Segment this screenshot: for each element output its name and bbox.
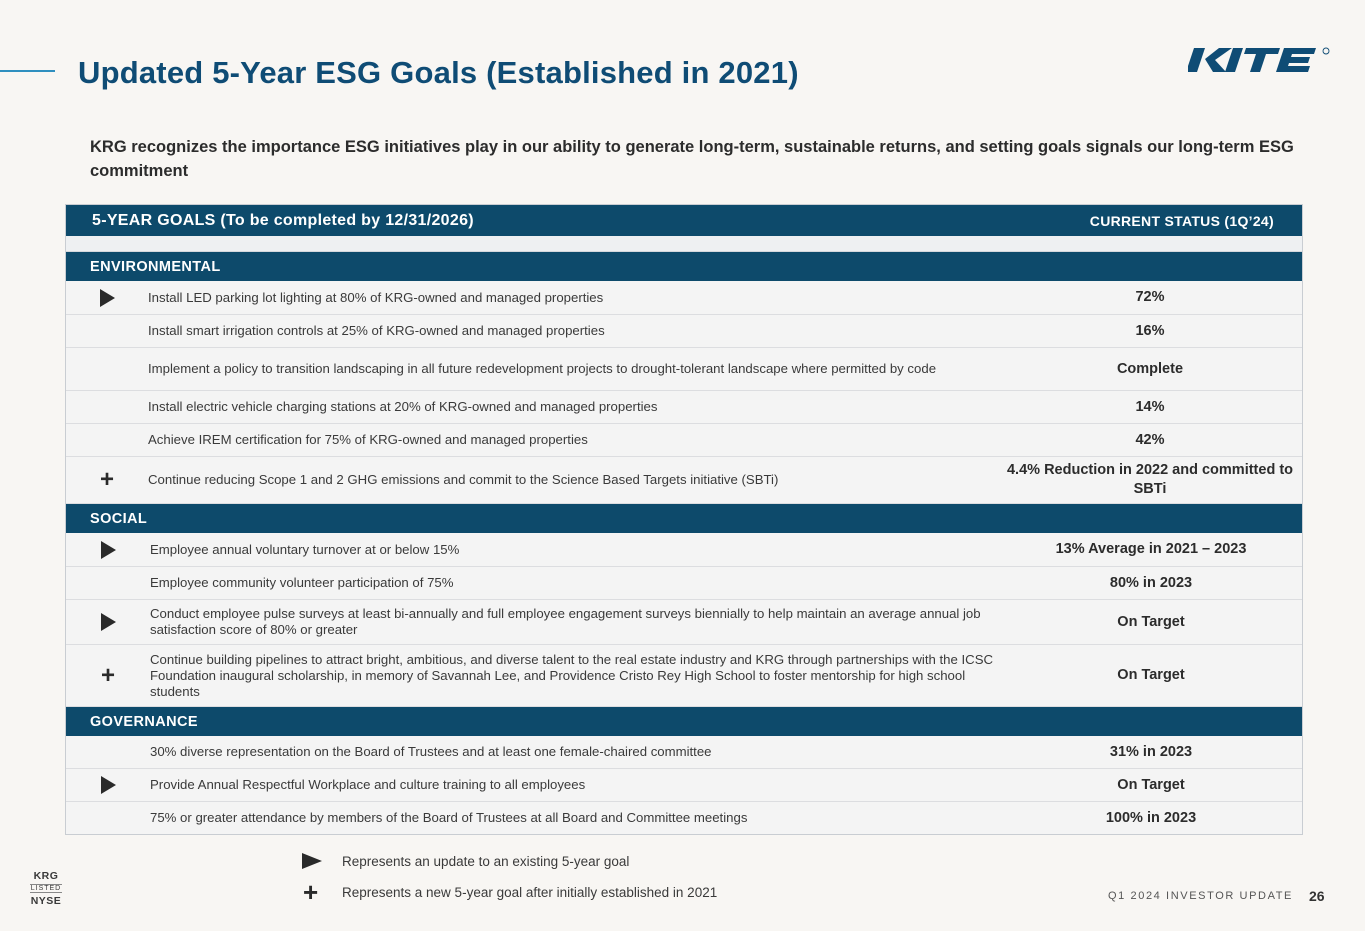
goal-text: Achieve IREM certification for 75% of KRG-owned and managed properties <box>148 432 588 447</box>
table-row <box>66 769 1302 802</box>
table-row <box>66 736 1302 769</box>
table-row <box>66 457 1302 504</box>
table-row <box>66 802 1302 834</box>
table-row <box>66 424 1302 457</box>
goal-text: Continue reducing Scope 1 and 2 GHG emissions and commit to the Science Based Targets initiative (SBTi) <box>148 472 779 487</box>
triangle-icon <box>101 613 116 631</box>
goal-text: Install electric vehicle charging stations at 20% of KRG-owned and managed properties <box>148 399 658 414</box>
status-value: On Target <box>1117 776 1185 793</box>
table-row <box>66 348 1302 391</box>
goal-text: Employee community volunteer participation of 75% <box>150 575 454 590</box>
kite-logo <box>1188 45 1333 75</box>
legend-item-update <box>302 850 717 872</box>
goal-text: Employee annual voluntary turnover at or below 15% <box>150 541 460 557</box>
goal-text: Implement a policy to transition landscaping in all future redevelopment projects to drought-tolerant landscape where permitted by code <box>148 361 937 376</box>
header-spacer <box>66 236 1302 252</box>
status-value: 14% <box>1135 398 1165 415</box>
page-number: 26 <box>1309 888 1325 904</box>
legend-item-new <box>302 877 718 907</box>
ticker: KRG <box>33 870 59 882</box>
esg-goals-table <box>65 204 1303 835</box>
goal-text: 30% diverse representation on the Board of Trustees and at least one female-chaired committee <box>150 744 712 759</box>
goal-text: Continue building pipelines to attract bright, ambitious, and diverse talent to the real estate industry and KRG through partnerships with the ICSC Foundation inaugural scholarship, in memory of Savannah Lee, and Providence Cristo Rey High School to foster mentorship for high school students <box>150 651 994 699</box>
intro-statement: KRG recognizes the importance ESG initiatives play in our ability to generate long-term, sustainable returns, and setting goals signals our long-term ESG commitment <box>90 138 1294 180</box>
legend <box>302 850 717 912</box>
goal-text: Conduct employee pulse surveys at least bi-annually and full employee engagement surveys biennially to help maintain an average annual job satisfaction score of 80% or greater <box>150 606 981 637</box>
table-row <box>66 315 1302 348</box>
status-value: 31% in 2023 <box>1109 743 1193 760</box>
status-value: On Target <box>1117 667 1185 683</box>
nyse-listing-badge <box>30 870 62 907</box>
legend-text: Represents an update to an existing 5-year goal <box>342 853 630 869</box>
status-column-header: CURRENT STATUS (1Q’24) <box>1089 212 1274 229</box>
table-row <box>66 600 1302 645</box>
footer-label: Q1 2024 INVESTOR UPDATE <box>1108 890 1293 902</box>
goal-text: Install LED parking lot lighting at 80% of KRG-owned and managed properties <box>148 289 604 305</box>
table-row <box>66 281 1302 315</box>
section-social: SOCIAL <box>66 504 1302 533</box>
status-value: 72% <box>1135 289 1165 305</box>
triangle-icon <box>100 289 115 307</box>
status-value: 4.4% Reduction in 2022 and committed to SBTi <box>1006 462 1294 497</box>
table-header <box>66 205 1302 236</box>
status-value: Complete <box>1116 360 1184 377</box>
status-value: On Target <box>1117 613 1185 630</box>
section-environmental: ENVIRONMENTAL <box>66 252 1302 281</box>
legend-text: Represents a new 5-year goal after initially established in 2021 <box>342 884 718 900</box>
plus-icon: + <box>99 466 114 493</box>
triangle-icon <box>101 541 116 559</box>
table-row <box>66 533 1302 567</box>
goal-text: 75% or greater attendance by members of the Board of Trustees at all Board and Committee meetings <box>150 810 748 825</box>
plus-icon: + <box>100 661 115 689</box>
listed-label: LISTED <box>30 885 62 892</box>
status-value: 16% <box>1135 322 1165 339</box>
goals-column-header: 5-YEAR GOALS (To be completed by 12/31/2026) <box>92 211 474 229</box>
status-value: 80% in 2023 <box>1109 574 1193 591</box>
plus-icon: + <box>303 877 319 907</box>
status-value: 100% in 2023 <box>1105 809 1197 826</box>
goal-text: Provide Annual Respectful Workplace and culture training to all employees <box>150 777 586 792</box>
status-value: 42% <box>1135 431 1165 448</box>
exchange-name: NYSE <box>30 895 62 907</box>
goal-text: Install smart irrigation controls at 25% of KRG-owned and managed properties <box>148 323 605 338</box>
table-row <box>66 391 1302 424</box>
triangle-icon <box>101 776 116 794</box>
triangle-icon <box>302 853 322 869</box>
page-title: Updated 5-Year ESG Goals (Established in 2021) <box>78 55 799 90</box>
section-governance: GOVERNANCE <box>66 707 1302 736</box>
title-accent-line <box>0 70 55 72</box>
table-row <box>66 645 1302 707</box>
status-value: 13% Average in 2021 – 2023 <box>1055 541 1247 557</box>
table-row <box>66 567 1302 600</box>
